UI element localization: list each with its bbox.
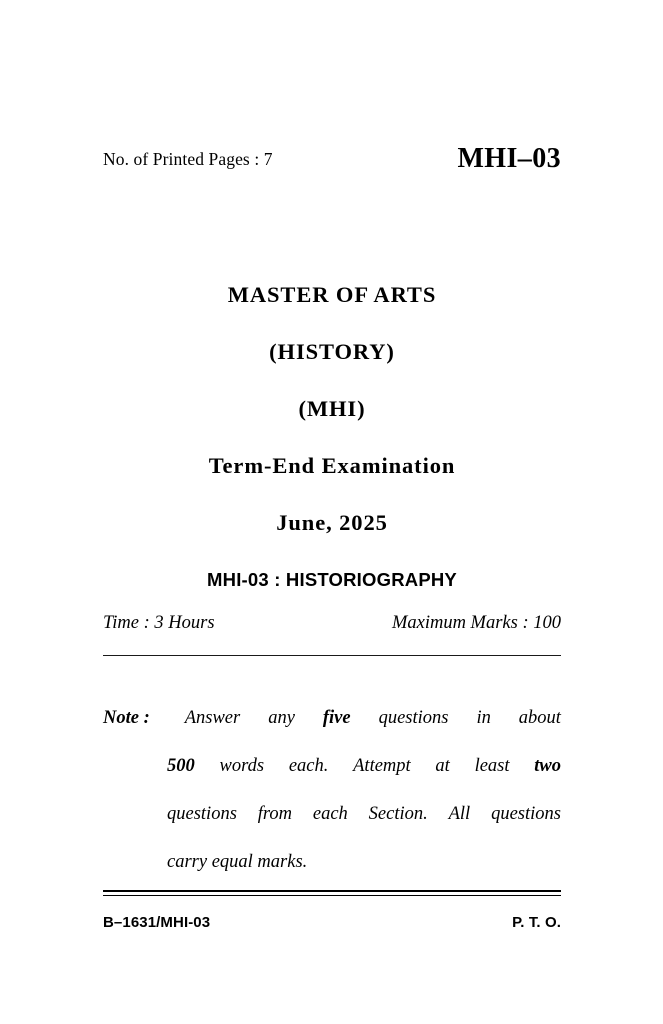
- footer-divider-rule: [103, 890, 561, 896]
- exam-instructions-note: [103, 694, 561, 886]
- page-content-column: [103, 0, 561, 1024]
- paper-id: B–1631/MHI-03: [103, 914, 211, 931]
- note-word: from: [257, 804, 293, 824]
- note-word: questions: [378, 708, 449, 728]
- exam-meta-row: [103, 613, 561, 634]
- page-footer: [103, 914, 561, 931]
- note-label: Note :: [103, 708, 150, 728]
- note-word-emphasis: 500: [167, 756, 195, 776]
- note-word: All: [448, 804, 471, 824]
- note-word: each.: [288, 756, 329, 776]
- exam-duration: Time : 3 Hours: [103, 613, 215, 633]
- note-word: Attempt: [353, 756, 411, 776]
- note-word: Section.: [368, 804, 428, 824]
- note-word: questions: [491, 804, 561, 824]
- turn-over-label: P. T. O.: [512, 914, 561, 931]
- printed-pages-label: No. of Printed Pages : 7: [103, 149, 273, 169]
- note-word: about: [518, 708, 561, 728]
- note-line-1: [103, 694, 561, 742]
- note-line-2: [103, 742, 561, 790]
- programme-code-title: (MHI): [298, 396, 366, 421]
- note-word: Answer: [184, 708, 241, 728]
- maximum-marks: Maximum Marks : 100: [391, 613, 561, 633]
- paper-code: MHI–03: [457, 143, 561, 174]
- discipline-title: (HISTORY): [269, 339, 395, 364]
- note-word: each: [312, 804, 348, 824]
- note-word: at: [435, 756, 450, 776]
- note-word: least: [474, 756, 510, 776]
- note-word: in: [476, 708, 491, 728]
- exam-type-title: Term-End Examination: [208, 453, 456, 478]
- title-block: [103, 266, 561, 608]
- programme-title: MASTER OF ARTS: [227, 282, 437, 307]
- note-word: questions: [167, 804, 237, 824]
- note-word-emphasis: five: [322, 708, 351, 728]
- note-word: any: [268, 708, 295, 728]
- note-word-emphasis: two: [534, 756, 561, 776]
- note-word: words: [219, 756, 265, 776]
- exam-session: June, 2025: [276, 510, 388, 535]
- course-title: MHI-03 : HISTORIOGRAPHY: [207, 569, 457, 590]
- note-line-4: carry equal marks.: [167, 852, 308, 872]
- page-header: [103, 141, 561, 173]
- meta-divider-rule: [103, 655, 561, 656]
- note-line-3: [103, 790, 561, 838]
